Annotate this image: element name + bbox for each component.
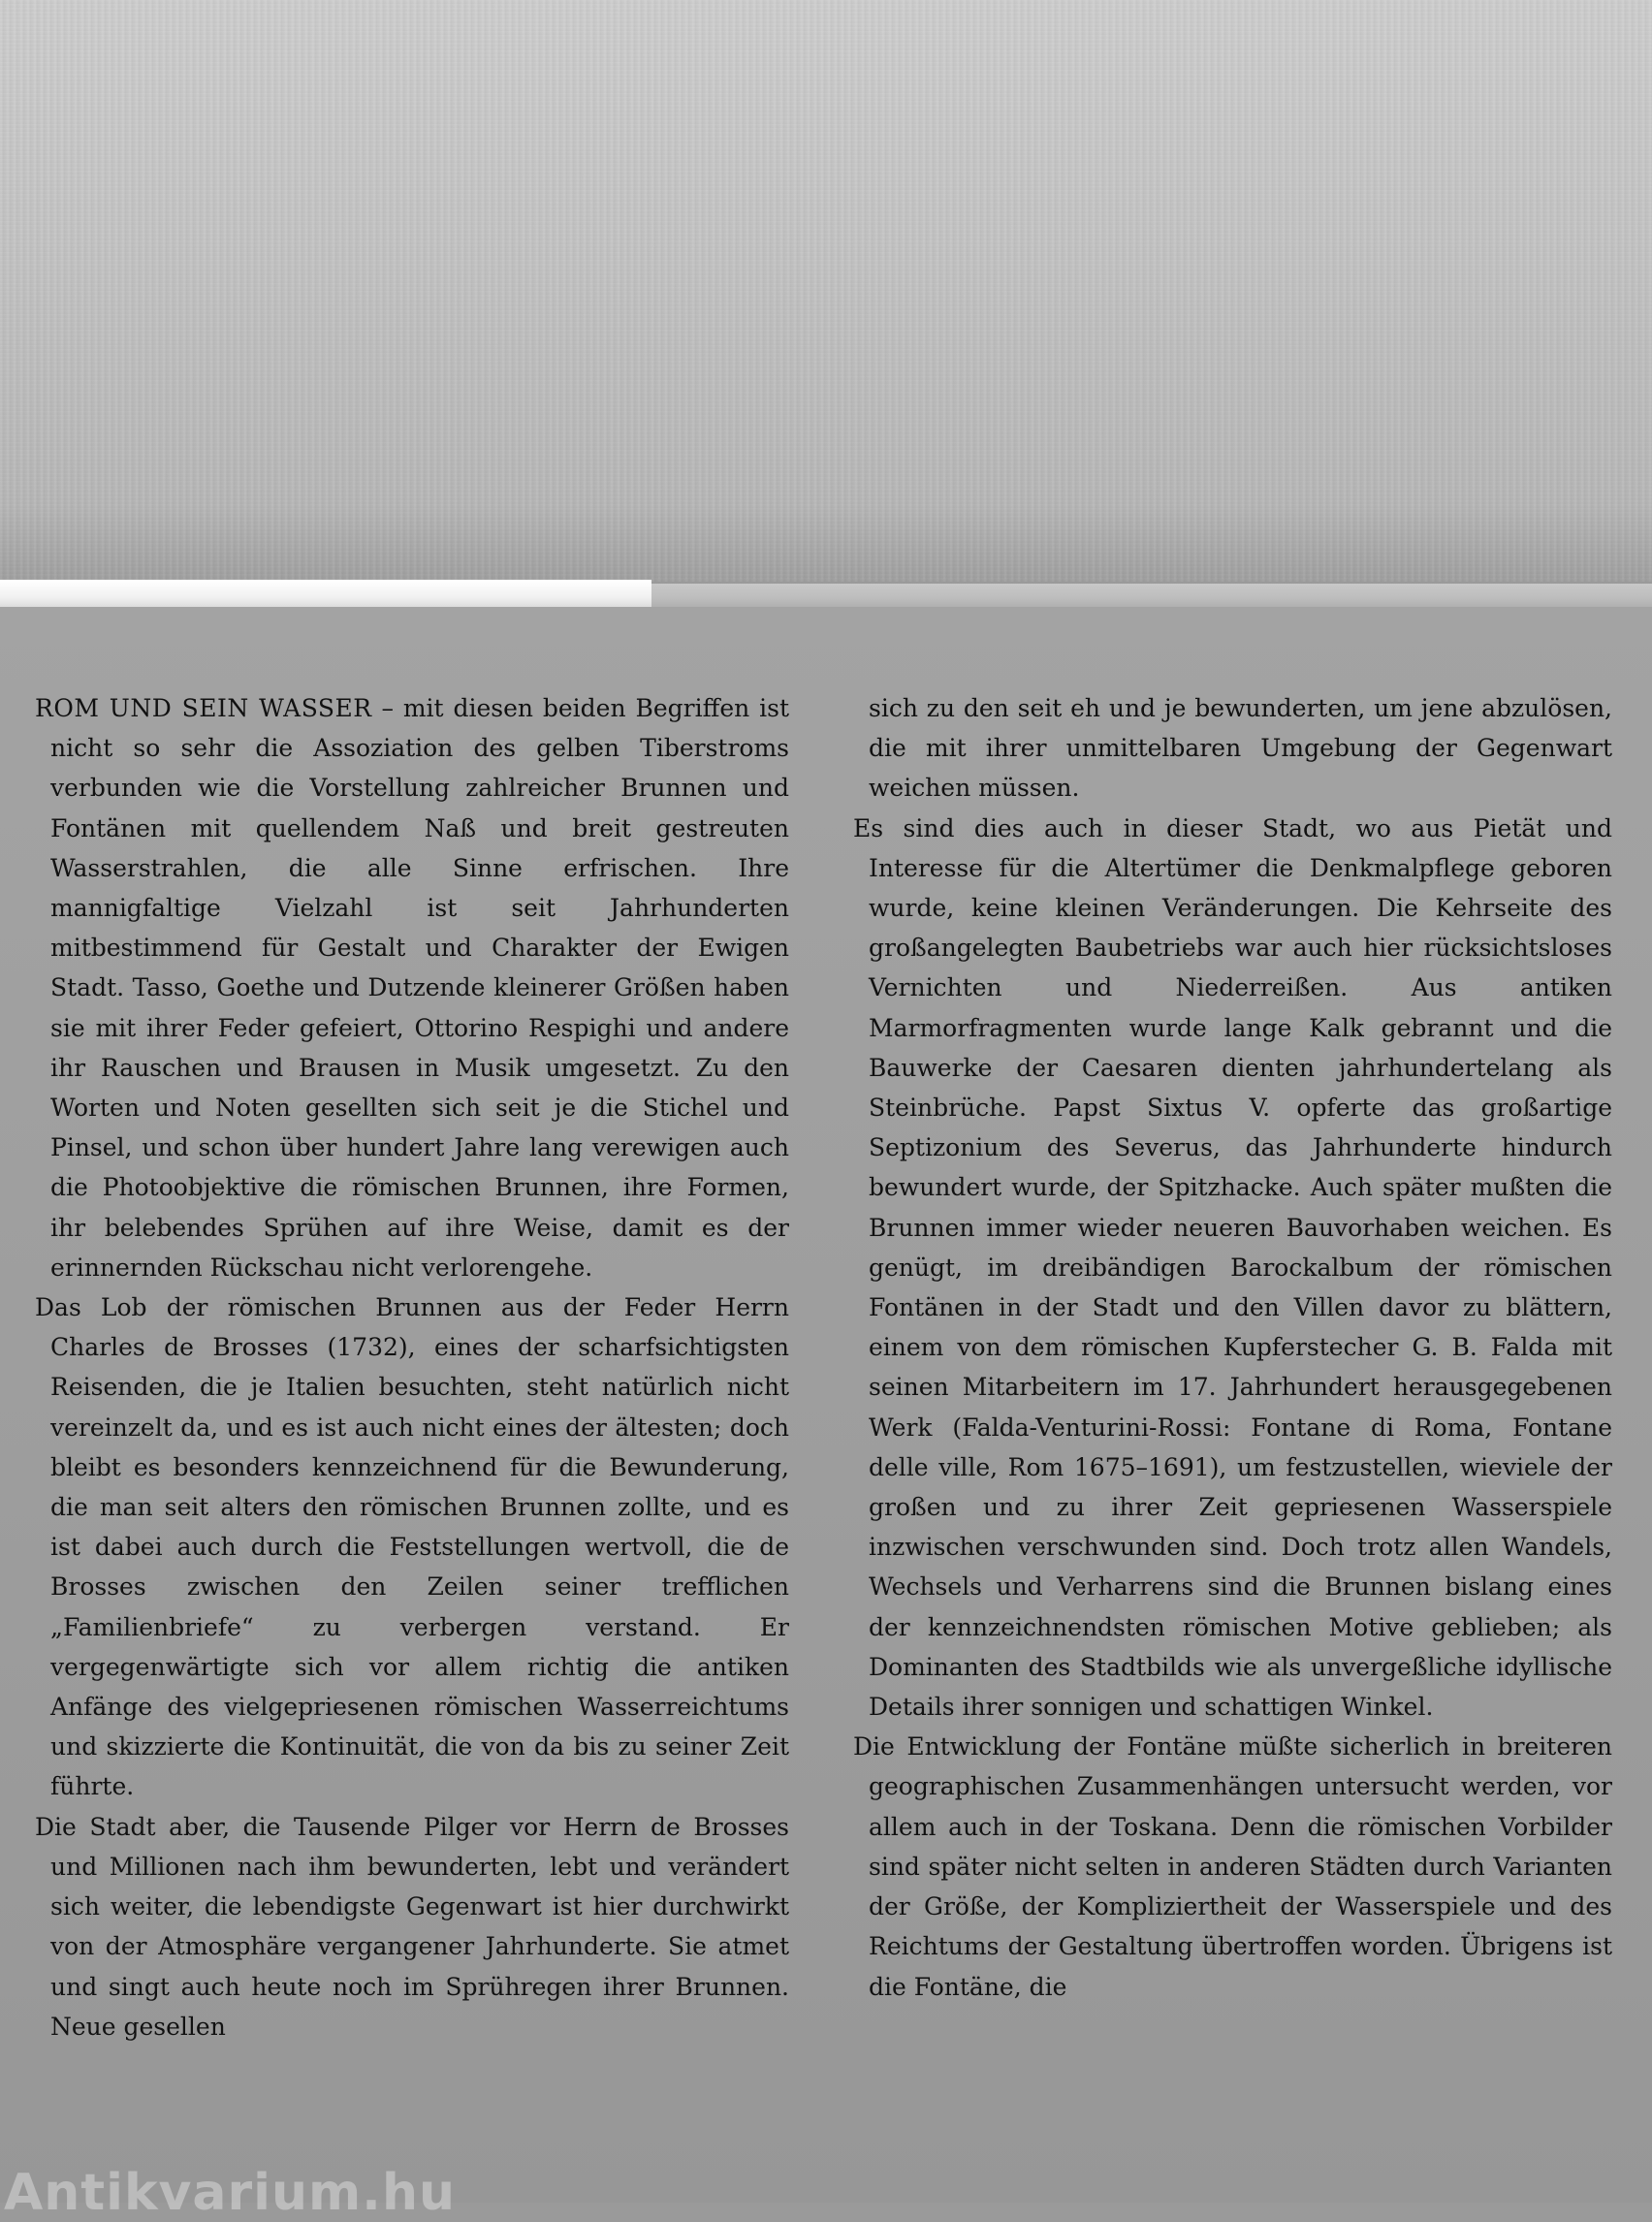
paragraph-changes: Es sind dies auch in dieser Stadt, wo aus Pietät und Interesse für die Altertümer die Denkmalpflege geboren wurde, keine kleinen Veränderungen. Die Kehrseite des großangelegten Baubetriebs war auch hier rücksichtsloses Vernichten und Niederreißen. Aus antiken Marmorfragmenten wurde lange Kalk gebrannt und die Bauwerke der Caesaren dienten jahrhundertelang als Steinbrüche. Papst Sixtus V. opferte das großartige Septizonium des Severus, das Jahrhunderte hindurch bewundert wurde, der Spitzhacke. Auch später mußten die Brunnen immer wieder neueren Bauvorhaben weichen. Es genügt, im dreibändigen Barockalbum der römischen Fontänen in der Stadt und den Villen davor zu blättern, einem von dem römischen Kupferstecher G. B. Falda mit seinen Mitarbeitern im 17. Jahrhundert herausgegebenen Werk (Falda-Venturini-Rossi: Fontane di Roma, Fontane delle ville, Rom 1675–1691), um festzustellen, wieviele der großen und zu ihrer Zeit gepriesenen Wasserspiele inzwischen verschwunden sind. Doch trotz allen Wandels, Wechsels und Verharrens sind die Brunnen bislang eines der kennzeichnendsten römischen Motive geblieben; als Dominanten des Stadtbilds wie als unvergeßliche idyllische Details ihrer sonnigen und schattigen Winkel. <box>853 813 1612 1722</box>
heading-caps: ROM UND SEIN WASSER <box>35 694 372 722</box>
paragraph-continuation: sich zu den seit eh und je bewunderten, um jene abzulösen, die mit ihrer unmittelbaren Umgebung der Gegenwart weichen müssen. <box>869 694 1612 803</box>
paragraph-de-brosses: Das Lob der römischen Brunnen aus der Feder Herrn Charles de Brosses (1732), eines der scharfsichtigsten Reisenden, die je Italien besuchten, steht natürlich nicht vereinzelt da, und es ist auch nicht eines der ältesten; doch bleibt es besonders kennzeichnend für die Bewunderung, die man seit alters den römischen Brunnen zollte, und es ist dabei auch durch die Feststellungen wertvoll, die de Brosses zwischen den Zeilen seiner trefflichen „Familienbriefe“ zu verbergen verstand. Er vergegenwärtigte sich vor allem richtig die antiken Anfänge des vielgepriesenen römischen Wasserreichtums und skizzierte die Kontinuität, die von da bis zu seiner Zeit führte. <box>35 1293 789 1801</box>
right-column <box>853 688 1612 2007</box>
paragraph-intro-text: – mit diesen beiden Begriffen ist nicht so sehr die Assoziation des gelben Tiberstroms verbunden wie die Vorstellung zahlreicher Brunnen und Fontänen mit quellendem Naß und breit gestreuten Wasserstrahlen, die alle Sinne erfrischen. Ihre mannigfaltige Vielzahl ist seit Jahrhunderten mitbestimmend für Gestalt und Charakter der Ewigen Stadt. Tasso, Goethe und Dutzende kleinerer Größen haben sie mit ihrer Feder gefeiert, Ottorino Respighi und andere ihr Rauschen und Brausen in Musik umgesetzt. Zu den Worten und Noten gesellten sich seit je die Stichel und Pinsel, und schon über hundert Jahre lang verewigen auch die Photoobjektive die römischen Brunnen, ihre Formen, ihr belebendes Sprühen auf ihre Weise, damit es der erinnernden Rückschau nicht verlorengehe. <box>50 694 789 1282</box>
paper-edge-strip <box>0 580 651 609</box>
watermark: Antikvarium.hu <box>4 2164 456 2222</box>
paragraph-intro <box>35 688 789 1287</box>
left-column <box>35 688 789 2047</box>
paragraph-city: Die Stadt aber, die Tausende Pilger vor Herrn de Brosses und Millionen nach ihm bewunderten, lebt und verändert sich weiter, die lebendigste Gegenwart ist hier durchwirkt von der Atmosphäre vergangener Jahrhunderte. Sie atmet und singt auch heute noch im Sprühregen ihrer Brunnen. Neue gesellen <box>35 1812 789 2041</box>
paragraph-development: Die Entwicklung der Fontäne müßte sicherlich in breiteren geographischen Zusammenhängen untersucht werden, vor allem auch in der Toskana. Denn die römischen Vorbilder sind später nicht selten in anderen Städten durch Varianten der Größe, der Kompliziertheit der Wasserspiele und des Reichtums der Gestaltung übertroffen worden. Übrigens ist die Fontäne, die <box>853 1732 1612 2001</box>
top-facing-page <box>0 0 1652 582</box>
